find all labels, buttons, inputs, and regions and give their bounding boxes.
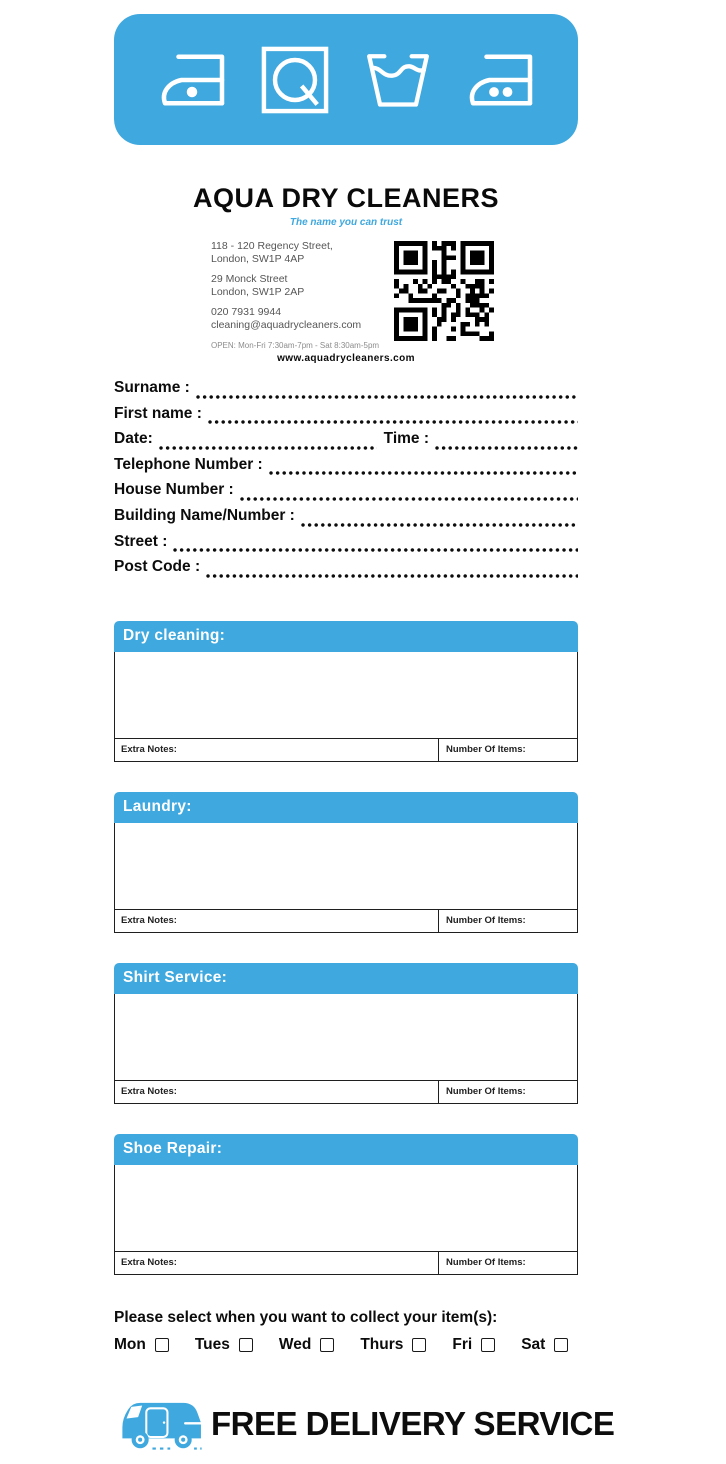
- iron-two-dots-icon: [464, 42, 536, 118]
- surname-label: Surname :: [114, 379, 190, 396]
- email-address: cleaning@aquadrycleaners.com: [211, 319, 362, 331]
- collection-day-picker: [114, 1309, 578, 1354]
- sat-checkbox[interactable]: [554, 1338, 568, 1352]
- shoe-repair-extra-notes-cell[interactable]: [115, 1252, 439, 1274]
- field-street: [114, 533, 578, 559]
- shoe-repair-notes-row: [114, 1251, 578, 1275]
- tues-label: Tues: [194, 1335, 230, 1353]
- day-sat: [521, 1336, 568, 1354]
- section-shirt-service: [114, 963, 578, 1104]
- delivery-van-icon: [114, 1396, 208, 1452]
- address-block: [211, 240, 379, 352]
- shoe-repair-header: [114, 1134, 578, 1165]
- post-code-fill-line[interactable]: [205, 572, 578, 580]
- shirt-service-header: [114, 963, 578, 994]
- iron-one-dot-icon: [156, 42, 228, 118]
- free-delivery-text: FREE DELIVERY SERVICE: [211, 1404, 615, 1442]
- time-label: Time :: [383, 430, 430, 448]
- dry-cleaning-header: [114, 621, 578, 652]
- shirt-service-notes-row: [114, 1080, 578, 1104]
- free-delivery-banner: [114, 1396, 615, 1452]
- surname-fill-line[interactable]: [195, 393, 578, 401]
- street-label: Street :: [114, 532, 168, 550]
- care-symbols-banner: [114, 14, 578, 145]
- qr-code: [394, 241, 494, 341]
- day-mon: [114, 1336, 169, 1354]
- number-of-items-label: Number Of Items:: [446, 1086, 526, 1098]
- telephone-fill-line[interactable]: [268, 469, 578, 477]
- day-fri: [452, 1336, 495, 1354]
- brand-tagline: The name you can trust: [289, 217, 403, 228]
- collection-days-row: [114, 1336, 578, 1354]
- tues-checkbox[interactable]: [239, 1338, 253, 1352]
- dry-cleaning-notes-row: [114, 738, 578, 762]
- dry-clean-q-icon: [258, 42, 332, 118]
- address2-line2: London, SW1P 2AP: [211, 286, 305, 298]
- date-label: Date:: [114, 430, 153, 448]
- shirt-service-title: Shirt Service:: [123, 969, 228, 987]
- shoe-repair-items-area[interactable]: [114, 1165, 578, 1251]
- dry-cleaning-title: Dry cleaning:: [123, 627, 226, 645]
- address2-line1: 29 Monck Street: [211, 273, 288, 285]
- laundry-header: [114, 792, 578, 823]
- section-laundry: [114, 792, 578, 933]
- shirt-service-extra-notes-cell[interactable]: [115, 1081, 439, 1103]
- number-of-items-label: Number Of Items:: [446, 1257, 526, 1269]
- customer-details-form: [114, 379, 578, 584]
- dry-cleaning-number-of-items-cell[interactable]: [439, 739, 577, 761]
- day-tues: [195, 1336, 253, 1354]
- wed-checkbox[interactable]: [320, 1338, 334, 1352]
- day-wed: [279, 1336, 334, 1354]
- laundry-items-area[interactable]: [114, 823, 578, 909]
- dry-cleaning-items-area[interactable]: [114, 652, 578, 738]
- section-shoe-repair: [114, 1134, 578, 1275]
- day-thurs: [360, 1336, 426, 1354]
- wed-label: Wed: [278, 1335, 312, 1353]
- extra-notes-label: Extra Notes:: [121, 915, 177, 927]
- laundry-extra-notes-cell[interactable]: [115, 910, 439, 932]
- field-date-time: [114, 430, 578, 456]
- thurs-label: Thurs: [360, 1335, 404, 1353]
- field-telephone: [114, 456, 578, 482]
- field-surname: [114, 379, 578, 405]
- brand-block: [114, 183, 578, 228]
- building-name-label: Building Name/Number :: [114, 506, 295, 524]
- page-title: AQUA DRY CLEANERS: [192, 183, 500, 213]
- opening-hours: OPEN: Mon-Fri 7:30am-7pm - Sat 8:30am-5pm: [211, 341, 380, 350]
- dry-cleaning-extra-notes-cell[interactable]: [115, 739, 439, 761]
- address1-line2: London, SW1P 4AP: [211, 253, 305, 265]
- laundry-notes-row: [114, 909, 578, 933]
- shoe-repair-title: Shoe Repair:: [123, 1140, 223, 1158]
- field-first-name: [114, 405, 578, 431]
- website-url: www.aquadrycleaners.com: [277, 353, 415, 364]
- date-fill-line[interactable]: [158, 444, 377, 452]
- collection-prompt: Please select when you want to collect your item(s):: [114, 1308, 498, 1326]
- fri-label: Fri: [452, 1335, 473, 1353]
- address1-line1: 118 - 120 Regency Street,: [211, 240, 333, 252]
- number-of-items-label: Number Of Items:: [446, 744, 526, 756]
- telephone-label: Telephone Number :: [114, 455, 263, 473]
- mon-label: Mon: [114, 1335, 146, 1353]
- time-fill-line[interactable]: [434, 444, 578, 452]
- thurs-checkbox[interactable]: [412, 1338, 426, 1352]
- first-name-fill-line[interactable]: [207, 418, 578, 426]
- first-name-label: First name :: [114, 404, 202, 422]
- post-code-label: Post Code :: [114, 558, 201, 576]
- fri-checkbox[interactable]: [481, 1338, 495, 1352]
- phone-number: 020 7931 9944: [211, 306, 282, 318]
- extra-notes-label: Extra Notes:: [121, 744, 177, 756]
- leaflet-page: [114, 0, 615, 1452]
- mon-checkbox[interactable]: [155, 1338, 169, 1352]
- field-building-name: [114, 507, 578, 533]
- field-house-number: [114, 481, 578, 507]
- laundry-number-of-items-cell[interactable]: [439, 910, 577, 932]
- number-of-items-label: Number Of Items:: [446, 915, 526, 927]
- street-fill-line[interactable]: [172, 546, 578, 554]
- extra-notes-label: Extra Notes:: [121, 1086, 177, 1098]
- field-post-code: [114, 558, 578, 584]
- sat-label: Sat: [521, 1335, 546, 1353]
- shirt-service-number-of-items-cell[interactable]: [439, 1081, 577, 1103]
- hand-wash-tub-icon: [362, 42, 434, 118]
- laundry-title: Laundry:: [123, 798, 192, 816]
- house-number-fill-line[interactable]: [239, 495, 578, 503]
- contact-block: [114, 239, 578, 350]
- house-number-label: House Number :: [114, 481, 234, 499]
- building-name-fill-line[interactable]: [300, 521, 578, 529]
- shirt-service-items-area[interactable]: [114, 994, 578, 1080]
- section-dry-cleaning: [114, 621, 578, 762]
- extra-notes-label: Extra Notes:: [121, 1257, 177, 1269]
- shoe-repair-number-of-items-cell[interactable]: [439, 1252, 577, 1274]
